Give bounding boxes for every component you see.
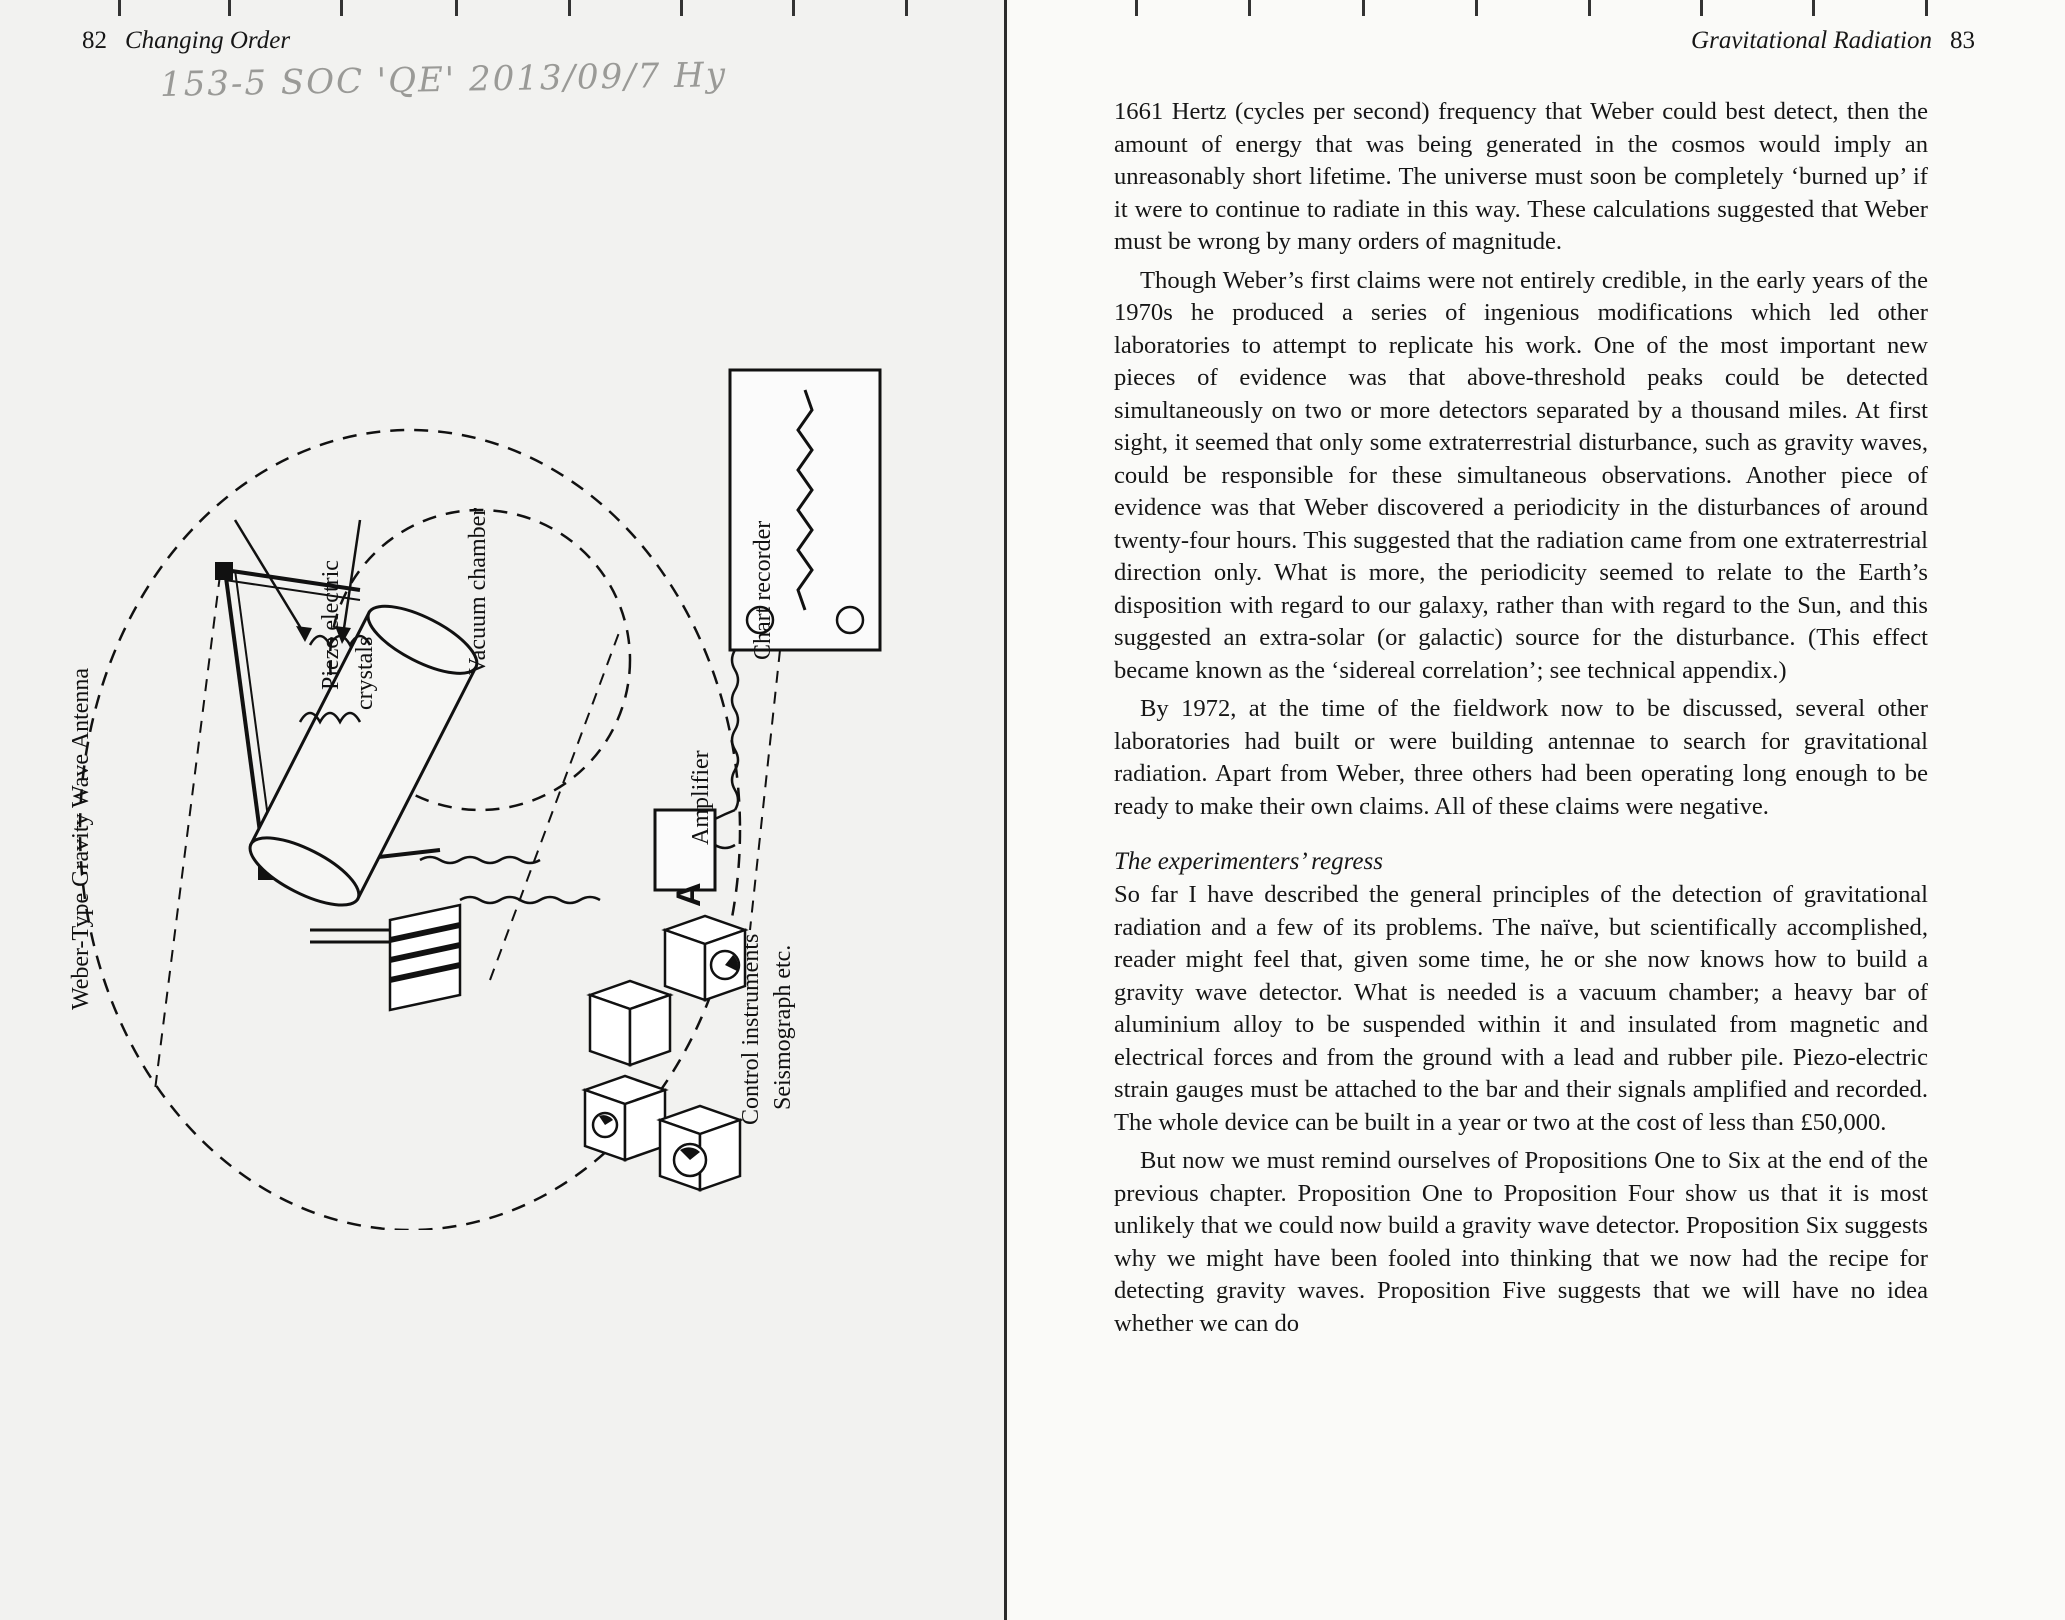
detector-figure: [60, 330, 920, 1230]
right-page-number: 83: [1950, 27, 1975, 54]
right-text-column: [1114, 96, 1928, 1340]
paragraph-1: 1661 Hertz (cycles per second) frequency that Weber could best detect, then the amount of energy that was being generated in the cosmos would imply an unreasonably short lifetime. The universe must soon be completely ‘burned up’ if it were to continue to radiate in this way. These calculations suggested that Weber must be wrong by many orders of magnitude.: [1114, 98, 1928, 255]
left-running-title: Changing Order: [125, 27, 291, 54]
section-heading: The experimenters’ regress: [1114, 848, 1383, 875]
book-gutter: [1004, 0, 1007, 1620]
paragraph-3: By 1972, at the time of the fieldwork now to be discussed, several other laboratories had built or were building antennae to search for gravitational radiation. Apart from Weber, three others had been operating long enough to be ready to make their own claims. All of these claims were negative.: [1114, 695, 1928, 820]
right-running-title: Gravitational Radiation: [1691, 27, 1932, 54]
chart-recorder-label: Chart recorder: [750, 520, 776, 660]
crystals-label: crystals: [352, 636, 378, 710]
left-page-number: 82: [82, 27, 107, 54]
show-through-texture: [70, 110, 890, 142]
control-instruments-label: Control instruments: [738, 933, 764, 1125]
amplifier-letter: A: [670, 882, 708, 907]
amplifier-label: Amplifier: [688, 750, 714, 845]
vacuum-chamber-label: Vacuum chamber: [465, 507, 491, 675]
paragraph-2: Though Weber’s first claims were not entirely credible, in the early years of the 1970s he produced a series of ingenious modifications which led other laboratories to attempt to replicate his work. One of the most important new pieces of evidence was that above-threshold peaks could be detected simultaneously on two or more detectors separated by a thousand miles. At first sight, it seemed that only some extraterrestrial disturbance, such as gravity waves, could be responsible for these simultaneous observations. Another piece of evidence was that Weber discovered a periodicity in the disturbances of around twenty-four hours. This suggested that the radiation came from one extraterrestrial direction only. What is more, the periodicity seemed to relate to the Earth’s disposition with regard to our galaxy, rather than with regard to the Sun, and this suggested an extra-solar (or galactic) source for the disturbance. (This effect became known as the ‘sidereal correlation’; see technical appendix.): [1114, 266, 1928, 684]
section-paragraph-1: So far I have described the general principles of the detection of gravitational radiation and a few of its problems. The naïve, but scientifically accomplished, reader might feel that, given some time, he or she now knows how to build a gravity wave detector. What is needed is a vacuum chamber; a heavy bar of aluminium alloy to be suspended within it and insulated from magnetic and electrical forces and from the ground with a lead and rubber pile. Piezo-electric strain gauges must be attached to the bar and their signals amplified and recorded. The whole device can be built in a year or two at the cost of less than £50,000.: [1114, 881, 1928, 1136]
antenna-label: Weber-Type Gravity Wave Antenna: [68, 667, 94, 1010]
piezo-label: Piezo electric: [318, 560, 344, 690]
section-paragraph-2: But now we must remind ourselves of Propositions One to Six at the end of the previous chapter. Proposition One to Proposition Four show us that it is most unlikely that we could now build a gravity wave detector. Proposition Six suggests why we might have been fooled into thinking that we now had the recipe for detecting gravity waves. Proposition Five suggests that we will have no idea whether we can do: [1114, 1147, 1928, 1337]
right-running-head: [1691, 24, 1975, 58]
handwritten-note: 153-5 SOC 'QE' 2013/09/7 Hy: [159, 55, 728, 105]
binding-ticks: [0, 0, 2065, 18]
left-running-head: [82, 24, 290, 58]
seismograph-label: Seismograph etc.: [770, 944, 796, 1110]
lead-rubber-pile: [310, 905, 460, 1010]
left-page: [0, 0, 1005, 1620]
control-instrument-cubes: [585, 916, 745, 1190]
